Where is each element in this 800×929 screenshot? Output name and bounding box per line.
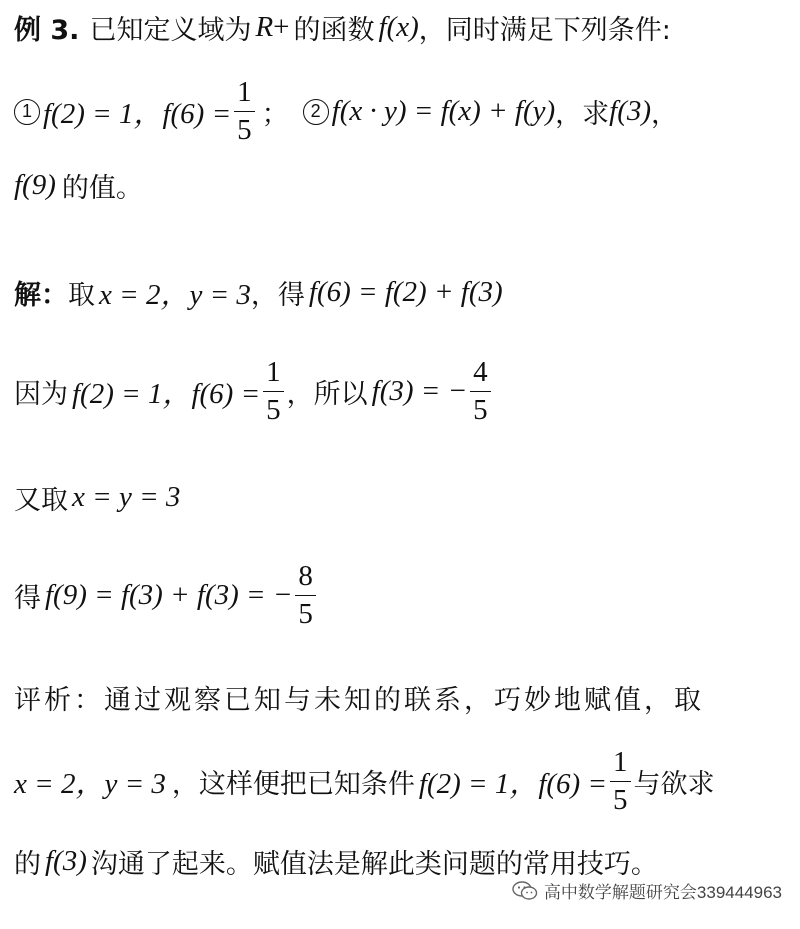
fraction-denominator: 5 [298,598,313,630]
solution-line1 [14,272,503,313]
circled-number-2: 2 [303,99,329,125]
ask-f3: f(3) [609,95,652,127]
solution-math: f(9) = f(3) + f(3) = − [45,579,293,611]
analysis-text: 的 [14,849,41,880]
solution-math: x = y = 3 [72,481,181,513]
analysis-line3 [14,842,658,881]
solution-text: ，所以 [286,379,368,410]
domain-R-plus: + [273,11,290,43]
solution-math: x = 2，y = 3 [99,279,251,311]
separator: ； [261,99,289,130]
analysis-line1 [14,678,704,717]
analysis-math: x = 2，y = 3 [14,768,166,800]
ask-text-b: ， [651,99,679,130]
example-text-a: 已知定义域为 [89,15,252,46]
example-text-c: ，同时满足下列条件: [418,15,671,46]
condition-1-text: f(2) = 1，f(6) = [43,98,232,130]
fraction-four-fifths [470,358,491,425]
solution-line3 [14,478,180,517]
watermark-text: 高中数学解题研究会339444963 [543,883,782,902]
watermark [512,878,782,903]
fraction-numerator: 8 [298,560,313,592]
analysis-math: f(2) = 1，f(6) = [418,768,608,800]
example-label: 例 3. [14,15,80,46]
ask-value-text: 的值。 [61,173,143,204]
ask-text-a: ，求 [555,99,610,130]
fraction-numerator: 1 [266,356,281,388]
wechat-icon [512,881,538,901]
analysis-math: f(3) [45,845,87,877]
solution-text: 又取 [14,485,68,516]
analysis-text: 评析：通过观察已知与未知的联系，巧妙地赋值，取 [14,685,704,716]
fraction-denominator: 5 [613,784,628,816]
solution-line2 [14,358,494,425]
analysis-text: 沟通了起来。赋值法是解此类问题的常用技巧。 [90,849,658,880]
analysis-line2 [14,748,715,815]
solution-math: f(3) = − [371,375,468,407]
solution-text: 取 [68,280,95,311]
solution-text: 因为 [14,379,68,410]
solution-text: 得 [14,583,41,614]
fraction-one-fifth [234,78,255,145]
fraction-denominator: 5 [473,394,488,426]
solution-equation: f(6) = f(2) + f(3) [308,276,503,308]
conditions-line [14,78,678,145]
condition-2-text: f(x · y) = f(x) + f(y) [331,95,556,127]
fraction-denominator: 5 [237,114,252,146]
analysis-text: 与欲求 [633,769,715,800]
analysis-text: ，这样便把已知条件 [171,769,415,800]
example-statement-line3 [14,166,143,205]
example-statement-line1 [14,8,671,47]
fraction-numerator: 4 [473,356,488,388]
solution-text: ，得 [250,280,305,311]
solution-math: f(2) = 1，f(6) = [72,378,261,410]
fraction-one-fifth [263,358,284,425]
domain-R: R [255,11,274,43]
circled-number-1: 1 [14,99,40,125]
fraction-numerator: 1 [613,746,628,778]
function-fx: f(x) [378,11,419,43]
fraction-eight-fifths [295,562,316,629]
solution-line4 [14,562,319,629]
ask-f9: f(9) [14,169,56,201]
example-text-b: 的函数 [293,15,375,46]
fraction-numerator: 1 [237,76,252,108]
fraction-denominator: 5 [266,394,281,426]
solution-label: 解： [14,280,68,311]
fraction-one-fifth [610,748,631,815]
